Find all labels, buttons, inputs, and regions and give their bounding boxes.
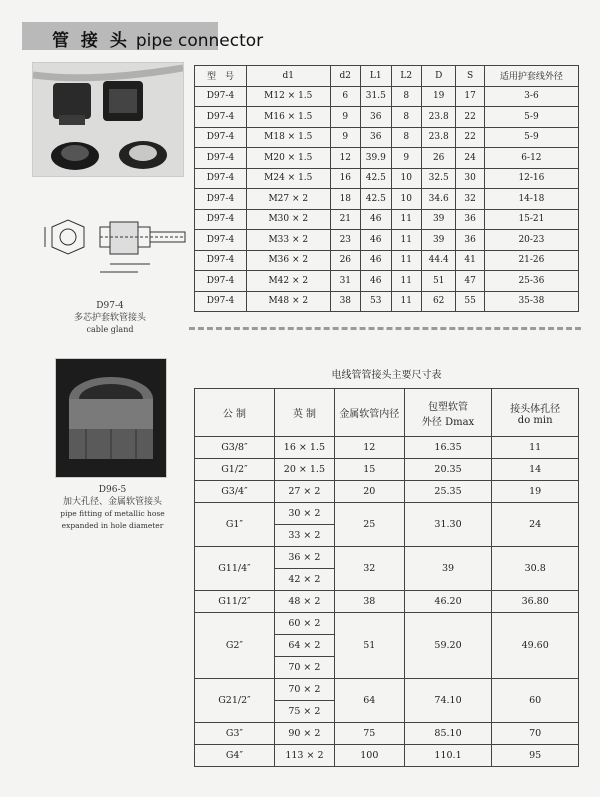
table-cell: D97-4 <box>195 271 247 292</box>
hose-inner-diameter: 25 <box>334 503 404 547</box>
table-cell: 41 <box>456 250 484 271</box>
metric-size: G2″ <box>195 613 275 679</box>
hose-outer-dmax: 46.20 <box>404 591 492 613</box>
hose-inner-diameter: 64 <box>334 679 404 723</box>
table-cell: D97-4 <box>195 86 247 107</box>
table-cell: M18 × 1.5 <box>246 127 330 148</box>
table-row <box>195 591 579 613</box>
table-cell: 8 <box>391 107 421 128</box>
hose-inner-diameter: 12 <box>334 437 404 459</box>
column-header: 包塑软管 外径 Dmax <box>404 389 492 437</box>
hose-outer-dmax: 85.10 <box>404 723 492 745</box>
table-row <box>195 459 579 481</box>
table-cell: M27 × 2 <box>246 189 330 210</box>
section1-caption <box>50 300 170 336</box>
hose-outer-dmax: 59.20 <box>404 613 492 679</box>
imperial-size: 33 × 2 <box>274 525 334 547</box>
table-row <box>195 723 579 745</box>
hose-inner-diameter: 38 <box>334 591 404 613</box>
table2-title: 电线管管接头主要尺寸表 <box>331 370 442 381</box>
table-cell: 20-23 <box>484 230 578 251</box>
table-cell: 55 <box>456 291 484 312</box>
table-cell: M24 × 1.5 <box>246 168 330 189</box>
table-cell: D97-4 <box>195 230 247 251</box>
table-row <box>195 230 579 251</box>
table-row <box>195 503 579 525</box>
hose-inner-diameter: 15 <box>334 459 404 481</box>
imperial-size: 16 × 1.5 <box>274 437 334 459</box>
table-cell: 17 <box>456 86 484 107</box>
table-cell: D97-4 <box>195 209 247 230</box>
table-header-row <box>195 66 579 87</box>
table-row <box>195 481 579 503</box>
table-cell: 21 <box>330 209 360 230</box>
table-cell: 39.9 <box>360 148 391 169</box>
column-header: L2 <box>391 66 421 87</box>
table-row <box>195 189 579 210</box>
metric-size: G3/4″ <box>195 481 275 503</box>
table-cell: 12 <box>330 148 360 169</box>
table-cell: 46 <box>360 250 391 271</box>
table-cell: M42 × 2 <box>246 271 330 292</box>
metric-size: G11/4″ <box>195 547 275 591</box>
table-cell: 39 <box>421 230 456 251</box>
table-cell: 14-18 <box>484 189 578 210</box>
table-cell: 44.4 <box>421 250 456 271</box>
column-header: 公 制 <box>195 389 275 437</box>
column-header: d1 <box>246 66 330 87</box>
table-cell: 24 <box>456 148 484 169</box>
metric-size: G11/2″ <box>195 591 275 613</box>
table-cell: D97-4 <box>195 189 247 210</box>
table-cell: 10 <box>391 168 421 189</box>
imperial-size: 75 × 2 <box>274 701 334 723</box>
table-cell: 46 <box>360 271 391 292</box>
hose-fitting-photo <box>55 358 167 478</box>
table-row <box>195 613 579 635</box>
table-cell: M12 × 1.5 <box>246 86 330 107</box>
table-cell: 30 <box>456 168 484 189</box>
table-cell: 42.5 <box>360 168 391 189</box>
table-cell: 36 <box>456 209 484 230</box>
hose-inner-diameter: 32 <box>334 547 404 591</box>
table-cell: 11 <box>391 209 421 230</box>
table-cell: 26 <box>421 148 456 169</box>
table-cell: 32.5 <box>421 168 456 189</box>
cable-gland-photo <box>32 62 184 177</box>
column-header: 接头体孔径 do min <box>492 389 579 437</box>
bore-do-min: 14 <box>492 459 579 481</box>
section-divider <box>189 327 581 330</box>
table-row <box>195 86 579 107</box>
table-cell: 46 <box>360 230 391 251</box>
caption-zh: 多芯护套软管接头 <box>73 313 146 323</box>
table-cell: D97-4 <box>195 107 247 128</box>
bore-do-min: 49.60 <box>492 613 579 679</box>
table-cell: 25-36 <box>484 271 578 292</box>
table-cell: 36 <box>456 230 484 251</box>
table-cell: D97-4 <box>195 250 247 271</box>
table-cell: 21-26 <box>484 250 578 271</box>
imperial-size: 30 × 2 <box>274 503 334 525</box>
hose-outer-dmax: 16.35 <box>404 437 492 459</box>
table-cell: 8 <box>391 127 421 148</box>
table-row <box>195 127 579 148</box>
section2-caption <box>45 484 180 532</box>
table-cell: 12-16 <box>484 168 578 189</box>
column-header: D <box>421 66 456 87</box>
metric-size: G21/2″ <box>195 679 275 723</box>
table-cell: 11 <box>391 271 421 292</box>
table-cell: 11 <box>391 230 421 251</box>
bore-do-min: 95 <box>492 745 579 767</box>
column-header: 金属软管内径 <box>334 389 404 437</box>
table-cell: 6 <box>330 86 360 107</box>
column-header: 型 号 <box>195 66 247 87</box>
hose-inner-diameter: 100 <box>334 745 404 767</box>
table-cell: M33 × 2 <box>246 230 330 251</box>
table-row <box>195 679 579 701</box>
imperial-size: 20 × 1.5 <box>274 459 334 481</box>
table-cell: 9 <box>330 107 360 128</box>
table-row <box>195 745 579 767</box>
table-cell: 5-9 <box>484 127 578 148</box>
table-cell: 10 <box>391 189 421 210</box>
imperial-size: 64 × 2 <box>274 635 334 657</box>
cable-gland-table <box>194 65 579 312</box>
table-cell: 36 <box>360 127 391 148</box>
table-row <box>195 547 579 569</box>
table-cell: 31.5 <box>360 86 391 107</box>
table-cell: 53 <box>360 291 391 312</box>
imperial-size: 36 × 2 <box>274 547 334 569</box>
bore-do-min: 70 <box>492 723 579 745</box>
hose-inner-diameter: 51 <box>334 613 404 679</box>
table-cell: 11 <box>391 291 421 312</box>
table-cell: 5-9 <box>484 107 578 128</box>
caption-en: cable gland <box>86 325 134 334</box>
caption2-model: D96-5 <box>98 485 127 495</box>
table-cell: 23 <box>330 230 360 251</box>
caption2-en1: pipe fitting of metallic hose <box>60 509 165 518</box>
table-cell: 8 <box>391 86 421 107</box>
table-cell: 9 <box>330 127 360 148</box>
table-cell: 15-21 <box>484 209 578 230</box>
metric-size: G4″ <box>195 745 275 767</box>
table-cell: 18 <box>330 189 360 210</box>
table-cell: 6-12 <box>484 148 578 169</box>
hose-outer-dmax: 25.35 <box>404 481 492 503</box>
metric-size: G3/8″ <box>195 437 275 459</box>
column-header: L1 <box>360 66 391 87</box>
table-row <box>195 271 579 292</box>
column-header: d2 <box>330 66 360 87</box>
hose-inner-diameter: 20 <box>334 481 404 503</box>
table-cell: 42.5 <box>360 189 391 210</box>
imperial-size: 113 × 2 <box>274 745 334 767</box>
table-cell: D97-4 <box>195 127 247 148</box>
bore-do-min: 36.80 <box>492 591 579 613</box>
table-cell: 46 <box>360 209 391 230</box>
hose-outer-dmax: 20.35 <box>404 459 492 481</box>
imperial-size: 90 × 2 <box>274 723 334 745</box>
bore-do-min: 24 <box>492 503 579 547</box>
table-row <box>195 437 579 459</box>
table-cell: 31 <box>330 271 360 292</box>
hose-inner-diameter: 75 <box>334 723 404 745</box>
table-cell: 51 <box>421 271 456 292</box>
bore-do-min: 11 <box>492 437 579 459</box>
header-title-zh: 管 接 头 <box>52 31 130 51</box>
table-row <box>195 250 579 271</box>
imperial-size: 70 × 2 <box>274 657 334 679</box>
column-header: 适用护套线外径 <box>484 66 578 87</box>
column-header: S <box>456 66 484 87</box>
table-cell: 38 <box>330 291 360 312</box>
table-cell: 16 <box>330 168 360 189</box>
table-row <box>195 168 579 189</box>
table-cell: 36 <box>360 107 391 128</box>
imperial-size: 70 × 2 <box>274 679 334 701</box>
bore-do-min: 30.8 <box>492 547 579 591</box>
table-cell: 62 <box>421 291 456 312</box>
table-cell: 11 <box>391 250 421 271</box>
caption2-en2: expanded in hole diameter <box>61 521 164 530</box>
metric-size: G1/2″ <box>195 459 275 481</box>
table-cell: 26 <box>330 250 360 271</box>
table-cell: 19 <box>421 86 456 107</box>
table-cell: M16 × 1.5 <box>246 107 330 128</box>
table-row <box>195 291 579 312</box>
table-header-row <box>195 389 579 437</box>
hose-outer-dmax: 31.30 <box>404 503 492 547</box>
metric-size: G3″ <box>195 723 275 745</box>
table-cell: 23.8 <box>421 127 456 148</box>
hose-fitting-table <box>194 388 579 767</box>
table-row <box>195 209 579 230</box>
table-cell: 34.6 <box>421 189 456 210</box>
imperial-size: 48 × 2 <box>274 591 334 613</box>
table-cell: D97-4 <box>195 291 247 312</box>
bore-do-min: 60 <box>492 679 579 723</box>
table-cell: 22 <box>456 107 484 128</box>
section-header <box>22 22 264 51</box>
imperial-size: 27 × 2 <box>274 481 334 503</box>
imperial-size: 60 × 2 <box>274 613 334 635</box>
table-cell: 9 <box>391 148 421 169</box>
table-cell: D97-4 <box>195 168 247 189</box>
table-cell: M48 × 2 <box>246 291 330 312</box>
table-cell: 39 <box>421 209 456 230</box>
table-cell: 47 <box>456 271 484 292</box>
column-header: 英 制 <box>274 389 334 437</box>
table-cell: M30 × 2 <box>246 209 330 230</box>
bore-do-min: 19 <box>492 481 579 503</box>
imperial-size: 42 × 2 <box>274 569 334 591</box>
hose-outer-dmax: 110.1 <box>404 745 492 767</box>
caption-model: D97-4 <box>96 301 124 311</box>
cable-gland-drawing <box>40 212 190 282</box>
metric-size: G1″ <box>195 503 275 547</box>
table-cell: M20 × 1.5 <box>246 148 330 169</box>
table-cell: 22 <box>456 127 484 148</box>
table-cell: M36 × 2 <box>246 250 330 271</box>
table-cell: 3-6 <box>484 86 578 107</box>
hose-outer-dmax: 39 <box>404 547 492 591</box>
table-cell: 23.8 <box>421 107 456 128</box>
caption2-zh: 加大孔径、金属软管接头 <box>62 497 162 507</box>
table-row <box>195 148 579 169</box>
header-title-en: pipe connector <box>135 31 264 51</box>
table-cell: 32 <box>456 189 484 210</box>
table-cell: 35-38 <box>484 291 578 312</box>
hose-outer-dmax: 74.10 <box>404 679 492 723</box>
table-cell: D97-4 <box>195 148 247 169</box>
table-row <box>195 107 579 128</box>
